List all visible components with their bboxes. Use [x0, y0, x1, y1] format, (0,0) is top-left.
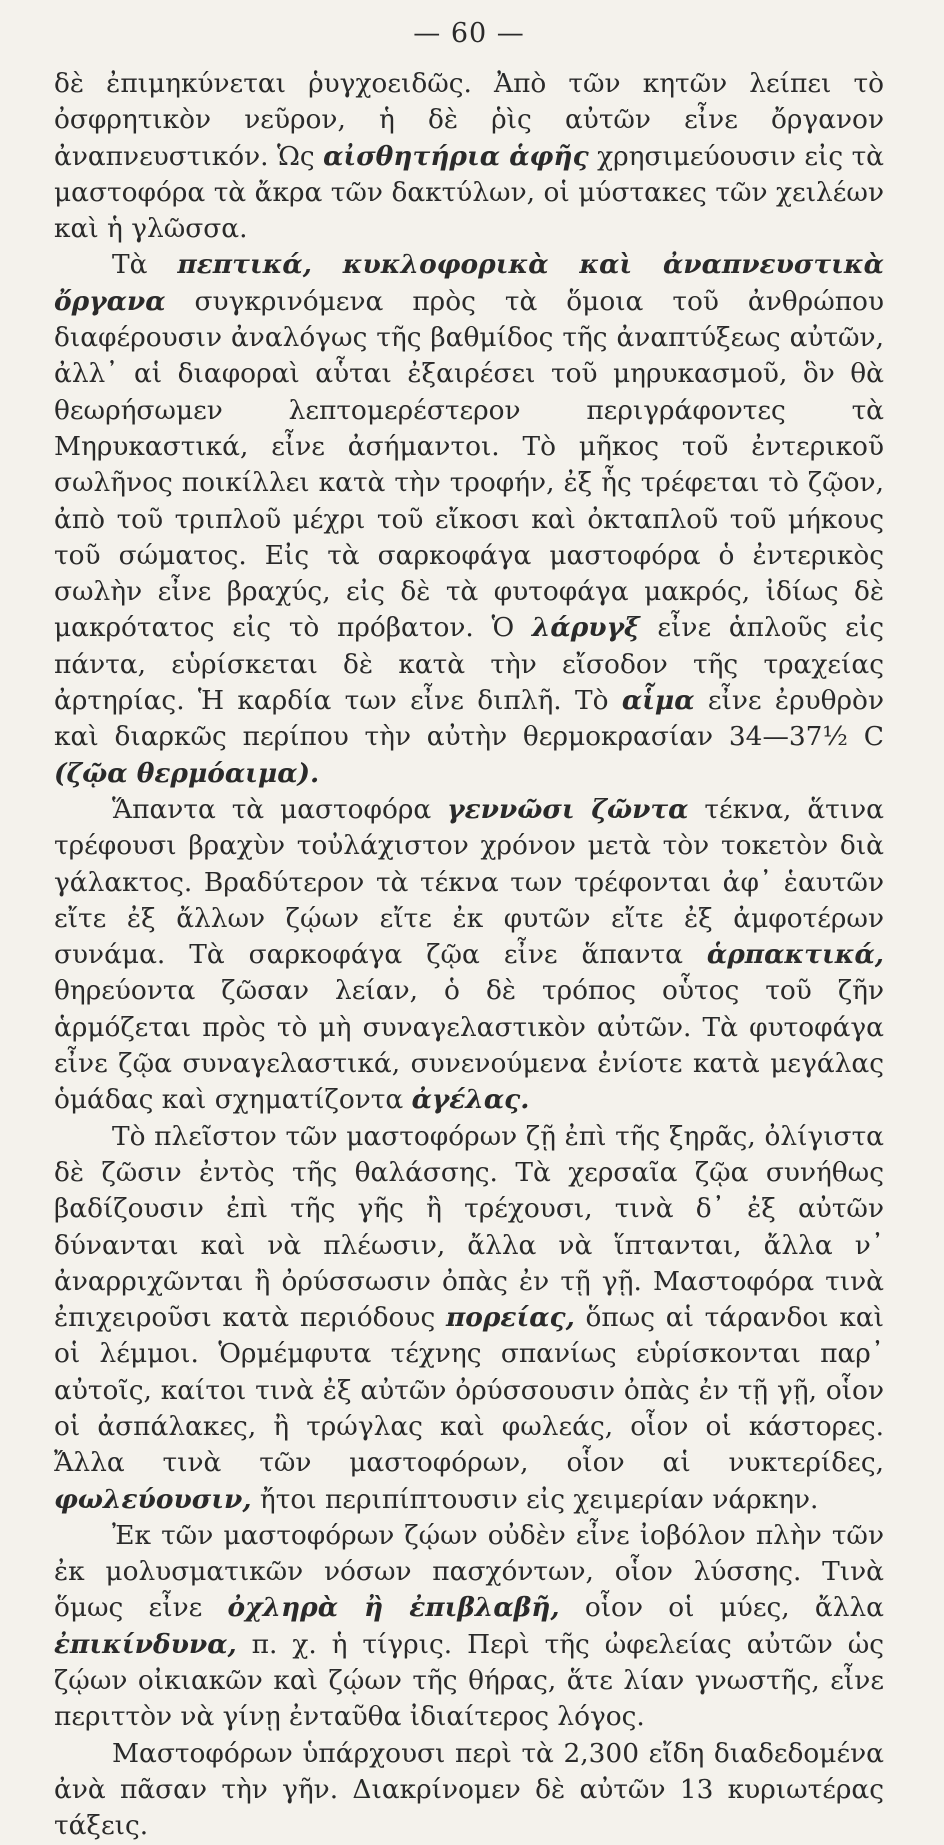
- text-run: Τὸ πλεῖστον τῶν μαστοφόρων ζῇ ἐπὶ τῆς ξηρᾶς, ὀλίγιστα δὲ ζῶσιν ἐντὸς τῆς θαλάσσης. Τὰ χερσαῖα ζῷα συνήθως βαδίζουσιν ἐπὶ τῆς γῆς ἢ τρέχουσι, τινὰ δ᾽ ἐξ αὐτῶν δύνανται καὶ νὰ πλέωσιν, ἄλλα νὰ ἵπτανται, ἄλλα ν᾽ ἀναρριχῶνται ἢ ὀρύσσωσιν ὀπὰς ἐν τῇ γῇ. Μαστοφόρα τινὰ ἐπιχειροῦσι κατὰ περιόδους: [54, 1120, 884, 1334]
- emphasized-term: (ζῷα θερμόαιμα).: [54, 757, 320, 789]
- emphasized-term: ἁρπακτικά,: [706, 939, 884, 971]
- paragraph-3: [54, 792, 884, 1119]
- emphasized-term: αἰσθητήρια ἁφῆς: [323, 140, 589, 172]
- text-run: Μαστοφόρων ὑπάρχουσι περὶ τὰ 2,300 εἴδη διαδεδομένα ἀνὰ πᾶσαν τὴν γῆν. Διακρίνομεν δὲ αὐτῶν 13 κυριωτέρας τάξεις.: [54, 1737, 884, 1842]
- text-run: ὅπως αἱ τάρανδοι καὶ οἱ λέμμοι. Ὁρμέμφυτα τέχνης σπανίως εὑρίσκονται παρ᾽ αὐτοῖς, καίτοι τινὰ ἐξ αὐτῶν ὀρύσσουσιν ὀπὰς ἐν τῇ γῇ, οἷον οἱ ἀσπάλακες, ἢ τρώγλας καὶ φωλεάς, οἷον οἱ κάστορες. Ἄλλα τινὰ τῶν μαστοφόρων, οἷον αἱ νυκτερίδες,: [54, 1302, 884, 1479]
- emphasized-term: αἷμα: [621, 685, 695, 717]
- emphasized-term: πορείας,: [445, 1302, 575, 1334]
- text-run: οἷον οἱ μύες, ἄλλα: [559, 1592, 884, 1624]
- emphasized-term: ἐπικίνδυνα,: [54, 1628, 237, 1660]
- text-run: εἶνε ἐρυθρὸν καὶ διαρκῶς περίπου τὴν αὐτὴν θερμοκρασίαν 34—37½ C: [54, 685, 884, 753]
- text-run: συγκρινόμενα πρὸς τὰ ὅμοια τοῦ ἀνθρώπου διαφέρουσιν ἀναλόγως τῆς βαθμίδος τῆς ἀναπτύξεως αὐτῶν, ἀλλ᾽ αἱ διαφοραὶ αὗται ἐξαιρέσει τοῦ μηρυκασμοῦ, ὃν θὰ θεωρήσωμεν λεπτομερέστερον περιγράφοντες τὰ Μηρυκαστικά, εἶνε ἀσήμαντοι. Τὸ μῆκος τοῦ ἐντερικοῦ σωλῆνος ποικίλλει κατὰ τὴν τροφήν, ἐξ ἧς τρέφεται τὸ ζῷον, ἀπὸ τοῦ τριπλοῦ μέχρι τοῦ εἴκοσι καὶ ὀκταπλοῦ τοῦ μήκους τοῦ σώματος. Εἰς τὰ σαρκοφάγα μαστοφόρα ὁ ἐντερικὸς σωλὴν εἶνε βραχύς, εἰς δὲ τὰ φυτοφάγα μακρός, ἰδίως δὲ μακρότατος εἰς τὸ πρόβατον. Ὁ: [54, 285, 884, 644]
- text-run: χρησιμεύουσιν εἰς τὰ μαστοφόρα τὰ ἄκρα τῶν δακτύλων, οἱ μύστακες τῶν χειλέων καὶ ἡ γλῶσσα.: [54, 140, 884, 245]
- emphasized-term: λάρυγξ: [531, 612, 640, 644]
- text-run: Τὰ: [112, 249, 178, 281]
- text-body: [54, 66, 884, 1845]
- emphasized-term: φωλεύουσιν,: [54, 1483, 252, 1515]
- paragraph-4: [54, 1119, 884, 1518]
- text-run: ἤτοι περιπίπτουσιν εἰς χειμερίαν νάρκην.: [251, 1483, 819, 1515]
- text-run: τέκνα, ἅτινα τρέφουσι βραχὺν τοὐλάχιστον χρόνον μετὰ τὸν τοκετὸν διὰ γάλακτος. Βραδύτερον τὰ τέκνα των τρέφονται ἀφ᾽ ἑαυτῶν εἴτε ἐξ ἄλλων ζῴων εἴτε ἐκ φυτῶν εἴτε ἐξ ἀμφοτέρων συνάμα. Τὰ σαρκοφάγα ζῷα εἶνε ἅπαντα: [54, 793, 884, 971]
- text-run: θηρεύοντα ζῶσαν λείαν, ὁ δὲ τρόπος οὗτος τοῦ ζῆν ἁρμόζεται πρὸς τὸ μὴ συναγελαστικὸν αὐτῶν. Τὰ φυτοφάγα εἶνε ζῷα συναγελαστικά, συνενούμενα ἐνίοτε κατὰ μεγάλας ὁμάδας καὶ σχηματίζοντα: [54, 975, 884, 1116]
- text-run: Ἐκ τῶν μαστοφόρων ζῴων οὐδὲν εἶνε ἰοβόλον πλὴν τῶν ἐκ μολυσματικῶν νόσων πασχόντων, οἷον λύσσης. Τινὰ ὅμως εἶνε: [54, 1519, 884, 1624]
- emphasized-term: ἀγέλας.: [411, 1084, 530, 1116]
- text-run: δὲ ἐπιμηκύνεται ῥυγχοειδῶς. Ἀπὸ τῶν κητῶν λείπει τὸ ὀσφρητικὸν νεῦρον, ἡ δὲ ῥὶς αὐτῶν εἶνε ὄργανον ἀναπνευστικόν. Ὡς: [54, 68, 884, 172]
- paragraph-1: [54, 66, 884, 247]
- emphasized-term: ὀχληρὰ ἢ ἐπιβλαβῆ,: [227, 1592, 560, 1624]
- paragraph-6: [54, 1736, 884, 1845]
- paragraph-5: [54, 1518, 884, 1736]
- text-run: εἶνε ἁπλοῦς εἰς πάντα, εὑρίσκεται δὲ κατὰ τὴν εἴσοδον τῆς τραχείας ἀρτηρίας. Ἡ καρδία των εἶνε διπλῆ. Τὸ: [54, 612, 884, 717]
- text-run: Ἅπαντα τὰ μαστοφόρα: [112, 793, 448, 825]
- paragraph-2: [54, 247, 884, 791]
- text-run: π. χ. ἡ τίγρις. Περὶ τῆς ὠφελείας αὐτῶν ὡς ζῴων οἰκιακῶν καὶ ζῴων τῆς θήρας, ἅτε λίαν γνωστῆς, εἶνε περιττὸν νὰ γίνῃ ἐνταῦθα ἰδιαίτερος λόγος.: [54, 1628, 884, 1733]
- emphasized-term: γεννῶσι ζῶντα: [447, 793, 689, 825]
- emphasized-term: πεπτικά, κυκλοφορικὰ καὶ ἀναπνευστικὰ ὄργανα: [54, 249, 884, 317]
- page-number: — 60 —: [413, 18, 525, 49]
